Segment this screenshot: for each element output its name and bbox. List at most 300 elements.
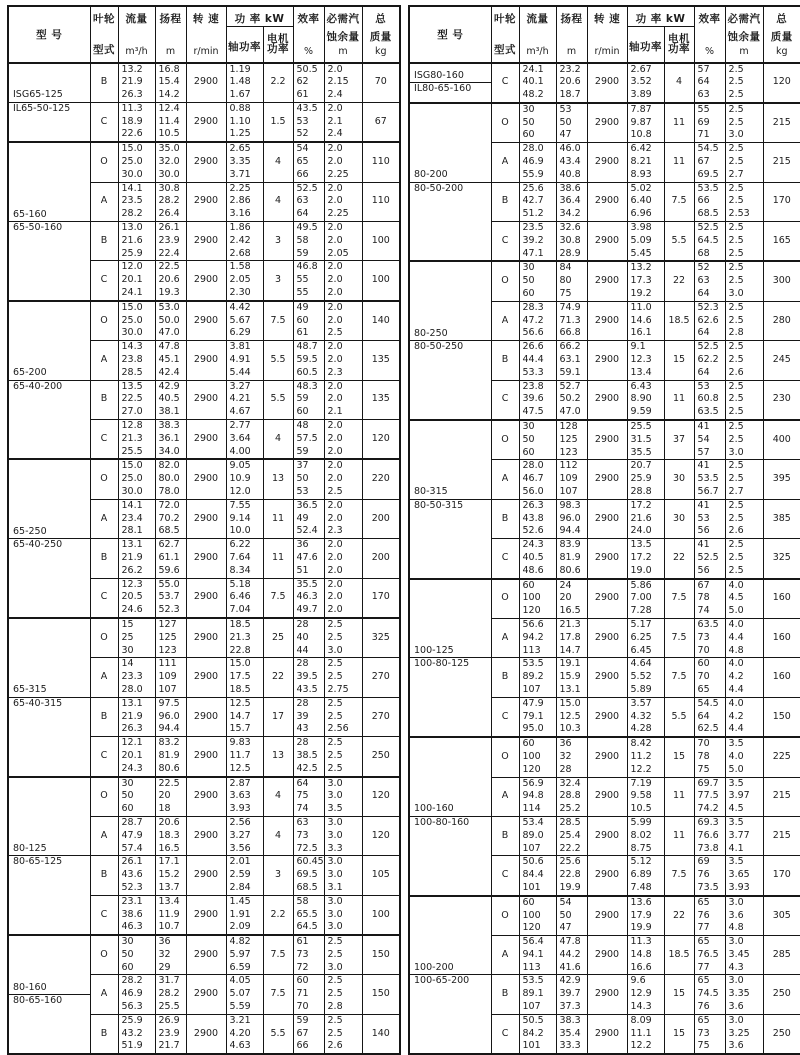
model-name-primary: 80-125	[9, 843, 90, 857]
head-cell: 123	[556, 447, 587, 460]
flow-cell: 53.5	[519, 975, 556, 988]
shaft-power-cell: 5.97	[226, 949, 263, 962]
head-cell: 22.4	[155, 248, 186, 261]
model-cell	[409, 579, 491, 738]
speed-cell: 2900	[186, 935, 226, 975]
flow-cell: 113	[519, 645, 556, 658]
efficiency-cell: 28	[293, 618, 324, 632]
flow-cell: 56.6	[519, 327, 556, 340]
table-body-left	[8, 63, 400, 1055]
efficiency-cell: 59	[293, 446, 324, 460]
npsh-cell: 2.7	[725, 486, 763, 499]
npsh-cell: 2.0	[324, 142, 362, 156]
flow-cell: 25	[118, 632, 155, 645]
shaft-power-cell: 8.02	[627, 830, 664, 843]
impeller-type-cell: B	[491, 816, 519, 855]
shaft-power-cell: 2.87	[226, 777, 263, 791]
npsh-cell: 2.5	[725, 499, 763, 512]
flow-cell: 25.6	[519, 182, 556, 195]
header-impeller	[491, 6, 519, 63]
shaft-power-cell: 6.22	[226, 539, 263, 552]
flow-cell: 55.9	[519, 169, 556, 182]
npsh-cell: 2.0	[324, 459, 362, 473]
efficiency-cell: 41	[694, 420, 725, 434]
speed-cell: 2900	[186, 261, 226, 301]
header-shaft-power	[226, 27, 263, 63]
efficiency-cell: 76	[694, 910, 725, 923]
shaft-power-cell: 11.2	[627, 751, 664, 764]
flow-cell: 14.3	[118, 341, 155, 354]
head-cell: 38.6	[556, 182, 587, 195]
shaft-power-cell: 5.09	[627, 235, 664, 248]
mass-cell: 120	[362, 777, 400, 817]
speed-cell: 2900	[587, 261, 627, 301]
npsh-cell: 3.5	[725, 816, 763, 829]
npsh-cell: 3.0	[725, 129, 763, 142]
shaft-power-cell: 9.14	[226, 513, 263, 526]
npsh-cell: 3.6	[725, 1001, 763, 1014]
header-npsh-unit: m	[338, 46, 348, 58]
npsh-cell: 3.0	[725, 447, 763, 460]
flow-cell: 30	[118, 777, 155, 791]
shaft-power-cell: 5.67	[226, 315, 263, 328]
npsh-cell: 2.0	[324, 102, 362, 115]
shaft-power-cell: 2.42	[226, 235, 263, 248]
efficiency-cell: 64	[694, 711, 725, 724]
head-cell: 32	[155, 949, 186, 962]
shaft-power-cell: 2.05	[226, 274, 263, 287]
shaft-power-cell: 4.91	[226, 354, 263, 367]
mass-cell: 230	[763, 380, 800, 420]
mass-cell: 100	[362, 222, 400, 261]
efficiency-cell: 43.5	[293, 684, 324, 697]
shaft-power-cell: 9.05	[226, 459, 263, 473]
shaft-power-cell: 3.21	[226, 1014, 263, 1027]
efficiency-cell: 41	[694, 539, 725, 552]
flow-cell: 44.4	[519, 354, 556, 367]
flow-cell: 12.3	[118, 578, 155, 591]
motor-power-cell: 22	[664, 896, 694, 936]
head-cell: 36.4	[556, 195, 587, 208]
shaft-power-cell: 13.5	[627, 539, 664, 552]
flow-cell: 28.0	[118, 684, 155, 697]
flow-cell: 23.3	[118, 671, 155, 684]
impeller-type-cell: B	[90, 697, 118, 736]
head-cell: 42.4	[155, 367, 186, 380]
model-name-primary: 100-160	[410, 803, 491, 817]
shaft-power-cell: 1.10	[226, 116, 263, 129]
efficiency-cell: 58	[293, 235, 324, 248]
npsh-cell: 2.0	[324, 354, 362, 367]
header-speed	[587, 6, 627, 63]
motor-power-cell: 7.5	[263, 975, 293, 1014]
impeller-type-cell: C	[491, 1014, 519, 1054]
impeller-type-cell: A	[90, 975, 118, 1014]
shaft-power-cell: 8.75	[627, 843, 664, 856]
shaft-power-cell: 10.5	[627, 803, 664, 816]
shaft-power-cell: 35.5	[627, 447, 664, 460]
shaft-power-cell: 1.58	[226, 261, 263, 274]
motor-power-cell: 2.2	[263, 63, 293, 103]
header-impeller-l2: 型式	[93, 44, 115, 57]
flow-cell: 56.6	[519, 618, 556, 631]
model-name-primary: 65-315	[9, 684, 90, 698]
efficiency-cell: 56	[694, 525, 725, 538]
header-power-label: 功 率 kW	[234, 13, 285, 25]
speed-cell: 2900	[587, 539, 627, 579]
shaft-power-cell: 2.86	[226, 195, 263, 208]
npsh-cell: 2.5	[725, 182, 763, 195]
impeller-type-cell: O	[90, 618, 118, 658]
head-cell: 32.6	[556, 222, 587, 235]
npsh-cell: 2.5	[725, 565, 763, 579]
efficiency-cell: 67	[694, 579, 725, 593]
shaft-power-cell: 10.0	[226, 525, 263, 538]
model-name-secondary: 80-50-315	[414, 499, 464, 511]
efficiency-cell: 67	[694, 156, 725, 169]
head-cell: 47.8	[155, 341, 186, 354]
speed-cell: 2900	[186, 578, 226, 618]
table-row	[8, 301, 400, 315]
npsh-cell: 2.5	[725, 261, 763, 275]
flow-cell: 53.5	[519, 658, 556, 671]
head-cell: 52.7	[556, 380, 587, 393]
npsh-cell: 3.65	[725, 869, 763, 882]
impeller-type-cell: B	[491, 975, 519, 1014]
head-cell: 59.6	[155, 565, 186, 578]
npsh-cell: 2.0	[324, 446, 362, 460]
npsh-cell: 2.0	[324, 235, 362, 248]
npsh-cell: 2.75	[324, 684, 362, 697]
motor-power-cell: 5.5	[263, 1014, 293, 1054]
head-cell: 11.9	[155, 909, 186, 922]
efficiency-cell: 60	[293, 406, 324, 419]
shaft-power-cell: 20.7	[627, 460, 664, 473]
head-cell: 26.9	[155, 1014, 186, 1027]
flow-cell: 101	[519, 882, 556, 896]
efficiency-cell: 71	[293, 988, 324, 1001]
flow-cell: 24.6	[118, 604, 155, 618]
shaft-power-cell: 21.6	[627, 513, 664, 526]
npsh-cell: 2.0	[324, 591, 362, 604]
efficiency-cell: 53	[694, 380, 725, 393]
flow-cell: 18.9	[118, 116, 155, 129]
flow-cell: 23.1	[118, 895, 155, 908]
shaft-power-cell: 6.42	[627, 143, 664, 156]
mass-cell: 250	[763, 1014, 800, 1054]
flow-cell: 84.2	[519, 1028, 556, 1041]
efficiency-cell: 73	[293, 949, 324, 962]
npsh-cell: 4.2	[725, 671, 763, 684]
flow-cell: 24.3	[118, 763, 155, 777]
shaft-power-cell: 4.00	[226, 446, 263, 460]
motor-power-cell: 3	[263, 222, 293, 261]
model-cell	[409, 103, 491, 262]
motor-power-cell: 18.5	[664, 301, 694, 340]
impeller-type-cell: C	[90, 578, 118, 618]
npsh-cell: 3.6	[725, 1040, 763, 1054]
efficiency-cell: 76.5	[694, 949, 725, 962]
impeller-type-cell: A	[491, 618, 519, 657]
efficiency-cell: 54	[694, 434, 725, 447]
flow-cell: 30	[519, 261, 556, 275]
efficiency-cell: 60.45	[293, 856, 324, 869]
header-head	[155, 6, 186, 63]
table-header	[8, 6, 400, 63]
head-cell: 30.8	[556, 235, 587, 248]
shaft-power-cell: 5.59	[226, 1001, 263, 1014]
shaft-power-cell: 7.04	[226, 604, 263, 618]
speed-cell: 2900	[587, 499, 627, 538]
npsh-cell: 2.5	[324, 711, 362, 724]
npsh-cell: 2.0	[324, 156, 362, 169]
model-cell	[8, 459, 90, 618]
motor-power-cell: 25	[263, 618, 293, 658]
head-cell: 40.5	[155, 393, 186, 406]
efficiency-cell: 69.3	[694, 816, 725, 829]
npsh-cell: 2.0	[324, 63, 362, 77]
motor-power-cell: 2.2	[263, 895, 293, 935]
flow-cell: 25.5	[118, 446, 155, 460]
efficiency-cell: 65	[293, 156, 324, 169]
shaft-power-cell: 6.96	[627, 208, 664, 221]
flow-cell: 39.6	[519, 393, 556, 406]
efficiency-cell: 64	[293, 777, 324, 791]
npsh-cell: 2.5	[725, 195, 763, 208]
flow-cell: 23.8	[118, 354, 155, 367]
shaft-power-cell: 7.87	[627, 103, 664, 117]
impeller-type-cell: A	[491, 460, 519, 499]
header-shaft-power	[627, 27, 664, 63]
flow-cell: 20.1	[118, 750, 155, 763]
speed-cell: 2900	[186, 102, 226, 142]
speed-cell: 2900	[186, 697, 226, 736]
head-cell: 96.0	[155, 711, 186, 724]
header-efficiency	[293, 6, 324, 63]
efficiency-cell: 52.5	[694, 222, 725, 235]
efficiency-cell: 56.7	[694, 486, 725, 499]
head-cell: 16.8	[155, 63, 186, 77]
motor-power-cell: 13	[263, 737, 293, 777]
head-cell: 13.4	[155, 895, 186, 908]
mass-cell: 100	[362, 895, 400, 935]
model-cell	[409, 420, 491, 579]
mass-cell: 160	[763, 579, 800, 619]
flow-cell: 40.1	[519, 76, 556, 89]
shaft-power-cell: 3.35	[226, 156, 263, 169]
npsh-cell: 2.5	[725, 406, 763, 420]
speed-cell: 2900	[587, 737, 627, 777]
motor-power-cell: 30	[664, 499, 694, 538]
motor-power-cell: 15	[664, 1014, 694, 1054]
npsh-cell: 2.5	[725, 341, 763, 354]
flow-cell: 43.8	[519, 513, 556, 526]
header-impeller-l1: 叶轮	[93, 13, 115, 26]
head-cell: 112	[556, 460, 587, 473]
motor-power-cell: 17	[263, 697, 293, 736]
shaft-power-cell: 9.83	[226, 737, 263, 750]
npsh-cell: 2.05	[324, 248, 362, 261]
header-mass-l2: 质量	[770, 30, 793, 43]
motor-power-cell: 7.5	[664, 579, 694, 619]
efficiency-cell: 68.5	[293, 882, 324, 895]
head-cell: 39.7	[556, 988, 587, 1001]
head-cell: 16.5	[155, 843, 186, 856]
head-cell: 28.2	[155, 195, 186, 208]
flow-cell: 30.0	[118, 327, 155, 340]
flow-cell: 94.8	[519, 790, 556, 803]
head-cell: 28.2	[155, 988, 186, 1001]
pump-table-left	[7, 5, 401, 1055]
header-impeller-l2: 型式	[494, 44, 517, 57]
model-name-primary: 65-160	[9, 209, 90, 223]
shaft-power-cell: 12.2	[627, 764, 664, 777]
mass-cell: 120	[763, 63, 800, 103]
head-cell: 36	[556, 737, 587, 751]
npsh-cell: 2.5	[324, 658, 362, 671]
shaft-power-cell: 6.43	[627, 380, 664, 393]
npsh-cell: 3.0	[324, 895, 362, 908]
shaft-power-cell: 1.25	[226, 128, 263, 142]
head-cell: 83.2	[155, 737, 186, 750]
npsh-cell: 2.5	[324, 737, 362, 750]
head-cell: 53.7	[155, 591, 186, 604]
header-motor-power-l1: 电机	[668, 33, 691, 46]
motor-power-cell: 5.5	[263, 380, 293, 419]
flow-cell: 26.6	[519, 341, 556, 354]
speed-cell: 2900	[186, 222, 226, 261]
head-cell: 66.2	[556, 341, 587, 354]
flow-cell: 30	[118, 935, 155, 949]
speed-cell: 2900	[587, 856, 627, 896]
header-head	[556, 6, 587, 63]
head-cell: 84	[556, 261, 587, 275]
efficiency-cell: 48.3	[293, 380, 324, 393]
model-name-secondary: 100-80-160	[414, 816, 470, 828]
header-efficiency-label: 效率	[297, 13, 320, 26]
flow-cell: 28.5	[118, 367, 155, 380]
header-npsh-unit: m	[739, 46, 749, 58]
efficiency-cell: 57.5	[293, 433, 324, 446]
efficiency-cell: 57	[694, 447, 725, 460]
npsh-cell: 2.0	[324, 341, 362, 354]
flow-cell: 60	[519, 579, 556, 593]
efficiency-cell: 69.5	[694, 169, 725, 182]
head-cell: 74.9	[556, 301, 587, 314]
flow-cell: 53.3	[519, 367, 556, 380]
npsh-cell: 2.25	[324, 169, 362, 182]
header-flow-unit: m³/h	[526, 46, 549, 58]
npsh-cell: 2.5	[725, 380, 763, 393]
model-name-primary: 100-200	[410, 962, 491, 976]
shaft-power-cell: 7.64	[226, 552, 263, 565]
model-name-primary: 100-125	[410, 645, 491, 659]
shaft-power-cell: 15.0	[226, 658, 263, 671]
npsh-cell: 2.0	[324, 473, 362, 486]
shaft-power-cell: 6.59	[226, 962, 263, 975]
head-cell: 38.3	[556, 1014, 587, 1027]
npsh-cell: 2.5	[725, 103, 763, 117]
flow-cell: 56.3	[118, 1001, 155, 1014]
shaft-power-cell: 22.8	[226, 645, 263, 658]
shaft-power-cell: 13.2	[627, 261, 664, 275]
head-cell: 81.9	[155, 750, 186, 763]
npsh-cell: 3.0	[324, 962, 362, 975]
speed-cell: 2900	[587, 103, 627, 143]
pump-table-right	[408, 5, 800, 1055]
head-cell: 43.4	[556, 156, 587, 169]
flow-cell: 21.9	[118, 711, 155, 724]
efficiency-cell: 73.8	[694, 843, 725, 856]
efficiency-cell: 60	[293, 315, 324, 328]
flow-cell: 60	[519, 288, 556, 301]
motor-power-cell: 7.5	[664, 658, 694, 697]
efficiency-cell: 73.5	[694, 882, 725, 896]
efficiency-cell: 77	[694, 922, 725, 935]
shaft-power-cell: 2.68	[226, 248, 263, 261]
model-cell	[8, 301, 90, 460]
npsh-cell: 4.0	[725, 618, 763, 631]
head-cell: 46.0	[556, 143, 587, 156]
efficiency-cell: 68.5	[694, 208, 725, 221]
shaft-power-cell: 8.34	[226, 565, 263, 578]
npsh-cell: 3.97	[725, 790, 763, 803]
efficiency-cell: 62.2	[694, 354, 725, 367]
efficiency-cell: 75	[293, 790, 324, 803]
impeller-type-cell: A	[491, 777, 519, 816]
flow-cell: 30	[118, 645, 155, 658]
flow-cell: 30	[519, 103, 556, 117]
speed-cell: 2900	[186, 420, 226, 460]
head-cell: 19.9	[556, 882, 587, 896]
flow-cell: 60	[519, 737, 556, 751]
mass-cell: 245	[763, 341, 800, 380]
speed-cell: 2900	[587, 222, 627, 262]
head-cell: 12.4	[155, 102, 186, 115]
npsh-cell: 3.5	[725, 856, 763, 869]
shaft-power-cell: 11.1	[627, 1028, 664, 1041]
npsh-cell: 3.0	[725, 1014, 763, 1027]
flow-cell: 23.4	[118, 513, 155, 526]
npsh-cell: 2.5	[324, 327, 362, 340]
shaft-power-cell: 10.9	[226, 473, 263, 486]
impeller-type-cell: A	[491, 301, 519, 340]
shaft-power-cell: 12.3	[627, 354, 664, 367]
header-motor-power-l2: 功率	[267, 43, 289, 56]
shaft-power-cell: 14.6	[627, 315, 664, 328]
efficiency-cell: 63	[694, 89, 725, 103]
header-flow-label: 流量	[125, 13, 148, 26]
model-name-secondary: 65-40-200	[13, 380, 63, 392]
mass-cell: 215	[763, 103, 800, 143]
flow-cell: 46.9	[118, 988, 155, 1001]
speed-cell: 2900	[186, 737, 226, 777]
speed-cell: 2900	[587, 63, 627, 103]
model-name-primary: 80-250	[410, 328, 491, 342]
efficiency-cell: 76	[694, 1001, 725, 1014]
head-cell: 22.8	[556, 869, 587, 882]
shaft-power-cell: 2.65	[226, 142, 263, 156]
table-header	[409, 6, 800, 63]
header-mass	[362, 6, 400, 63]
efficiency-cell: 65	[694, 975, 725, 988]
flow-cell: 120	[519, 922, 556, 935]
npsh-cell: 2.6	[324, 1040, 362, 1054]
impeller-type-cell: O	[491, 896, 519, 936]
efficiency-cell: 49	[293, 301, 324, 315]
header-shaft-power-label: 轴功率	[629, 40, 663, 53]
npsh-cell: 3.1	[324, 882, 362, 895]
